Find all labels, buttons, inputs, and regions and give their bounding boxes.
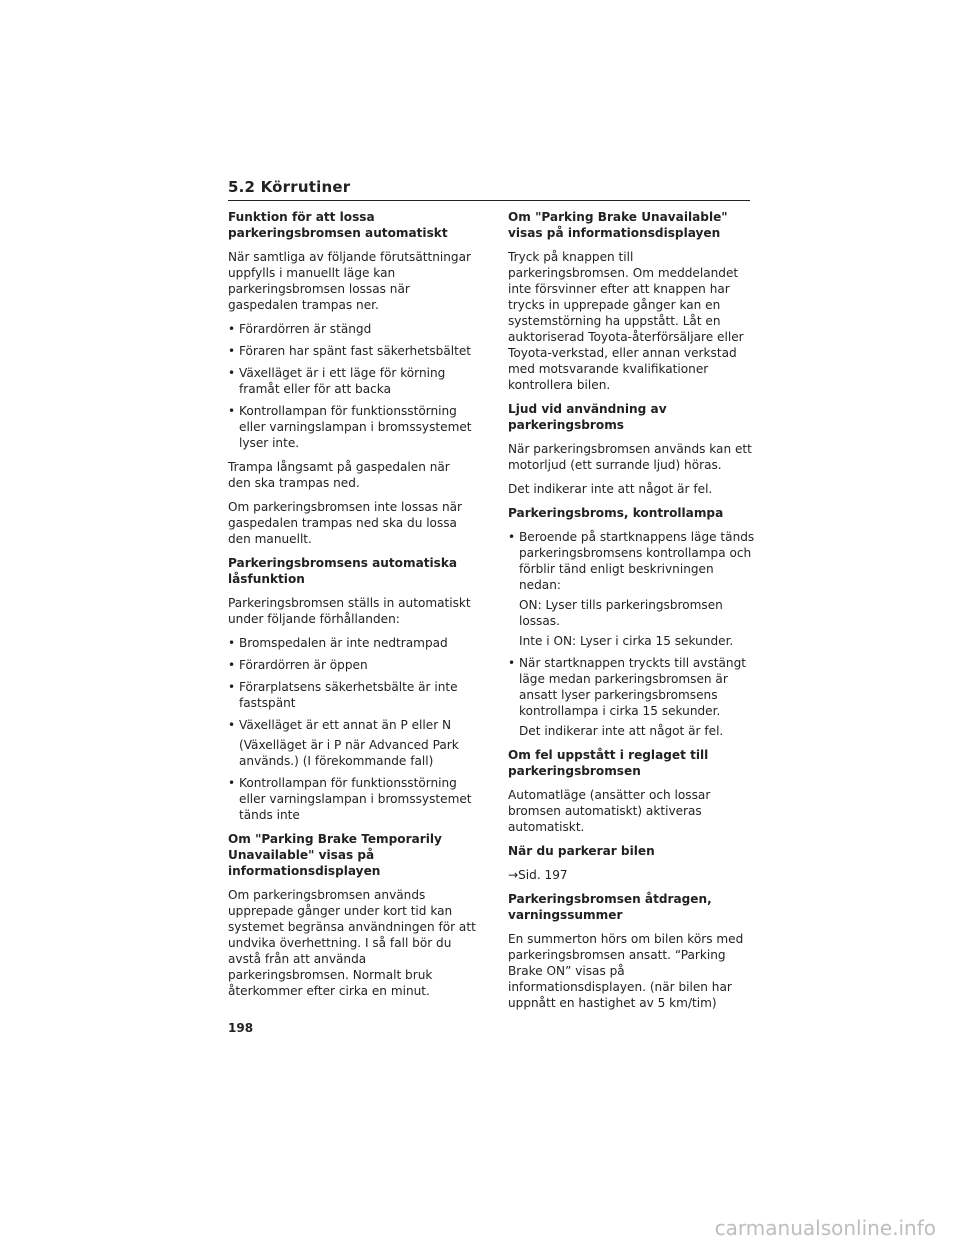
- indicator-list: [508, 529, 756, 739]
- heading-switch-fault: Om fel uppstått i reglaget till parkeringsbromsen: [508, 748, 709, 778]
- list-item: • Förarplatsens säkerhetsbälte är inte fastspänt: [228, 679, 476, 711]
- page-number: 198: [228, 1021, 254, 1035]
- heading-warning-buzzer: Parkeringsbromsen åtdragen, varningssummer: [508, 892, 712, 922]
- paragraph: När parkeringsbromsen används kan ett motorljud (ett surrande ljud) höras.: [508, 442, 752, 472]
- paragraph: Automatläge (ansätter och lossar bromsen automatiskt) aktiveras automatiskt.: [508, 788, 711, 834]
- list-item: • Växelläget är i ett läge för körning framåt eller för att backa: [228, 365, 476, 397]
- paragraph: Om parkeringsbromsen inte lossas när gaspedalen trampas ned ska du lossa den manuellt.: [228, 500, 463, 546]
- list-item-text: • Beroende på startknappens läge tänds parkeringsbromsens kontrollampa och förblir tänd enligt beskrivningen nedan:: [519, 530, 755, 592]
- list-item: • Förardörren är öppen: [228, 657, 476, 673]
- heading-auto-lock: Parkeringsbromsens automatiska låsfunktion: [228, 556, 458, 586]
- paragraph: Om parkeringsbromsen används upprepade gånger under kort tid kan systemet begränsa användningen för att undvika överhettning. I så fall bör du avstå från att använda parkeringsbromsen. Normalt bruk återkommer efter cirka en minut.: [228, 888, 476, 998]
- heading-parking: När du parkerar bilen: [508, 844, 655, 858]
- list-item: • Föraren har spänt fast säkerhetsbältet: [228, 343, 476, 359]
- list-item: [228, 717, 476, 769]
- heading-temporarily-unavailable: Om "Parking Brake Temporarily Unavailable" visas på informationsdisplayen: [228, 832, 442, 878]
- paragraph: Tryck på knappen till parkeringsbromsen. Om meddelandet inte försvinner efter att knappen har trycks in upprepade gånger kan en systemstörning ha uppstått. Låt en auktoriserad Toyota-återförsäljare eller Toyota-verkstad, eller annan verkstad med motsvarande kvalifikationer kontrollera bilen.: [508, 250, 744, 392]
- list-item: [508, 529, 756, 649]
- heading-sound: Ljud vid användning av parkeringsbroms: [508, 402, 667, 432]
- list-item-text: • När startknappen tryckts till avstängt läge medan parkeringsbromsen är ansatt lyser parkeringsbromsens kontrollampa i cirka 15 sekunder.: [519, 656, 747, 718]
- section-header: [228, 177, 750, 201]
- paragraph: Parkeringsbromsen ställs in automatiskt under följande förhållanden:: [228, 596, 471, 626]
- list-item: [508, 655, 756, 739]
- paragraph: Trampa långsamt på gaspedalen när den ska trampas ned.: [228, 460, 450, 490]
- lock-conditions-list: [228, 635, 476, 823]
- list-item: • Kontrollampan för funktionsstörning eller varningslampan i bromssystemet lyser inte.: [228, 403, 476, 451]
- heading-indicator-lamp: Parkeringsbroms, kontrollampa: [508, 506, 724, 520]
- paragraph: En summerton hörs om bilen körs med parkeringsbromsen ansatt. “Parking Brake ON” visas på informationsdisplayen. (när bilen har uppnått en hastighet av 5 km/tim): [508, 932, 744, 1010]
- paragraph: Det indikerar inte att något är fel.: [508, 482, 713, 496]
- list-item: • Förardörren är stängd: [228, 321, 476, 337]
- list-item-text: • Växelläget är ett annat än P eller N: [239, 718, 452, 732]
- watermark: carmanualsonline.info: [714, 1216, 936, 1240]
- list-item: • Kontrollampan för funktionsstörning eller varningslampan i bromssystemet tänds inte: [228, 775, 476, 823]
- paragraph: När samtliga av följande förutsättningar uppfylls i manuellt läge kan parkeringsbromsen lossas när gaspedalen trampas ner.: [228, 250, 471, 312]
- list-item-note: Det indikerar inte att något är fel.: [519, 724, 724, 738]
- list-item-note: ON: Lyser tills parkeringsbromsen lossas.: [519, 598, 723, 628]
- right-column: [508, 209, 756, 1019]
- heading-unavailable: Om "Parking Brake Unavailable" visas på informationsdisplayen: [508, 210, 728, 240]
- list-item-note: Inte i ON: Lyser i cirka 15 sekunder.: [519, 634, 734, 648]
- list-item: • Bromspedalen är inte nedtrampad: [228, 635, 476, 651]
- conditions-list: [228, 321, 476, 451]
- left-column: [228, 209, 476, 1007]
- page-reference-link[interactable]: →Sid. 197: [508, 868, 568, 882]
- list-item-note: (Växelläget är i P när Advanced Park används.) (I förekommande fall): [239, 738, 459, 768]
- heading-auto-release: Funktion för att lossa parkeringsbromsen automatiskt: [228, 210, 448, 240]
- section-title: 5.2 Körrutiner: [228, 178, 351, 196]
